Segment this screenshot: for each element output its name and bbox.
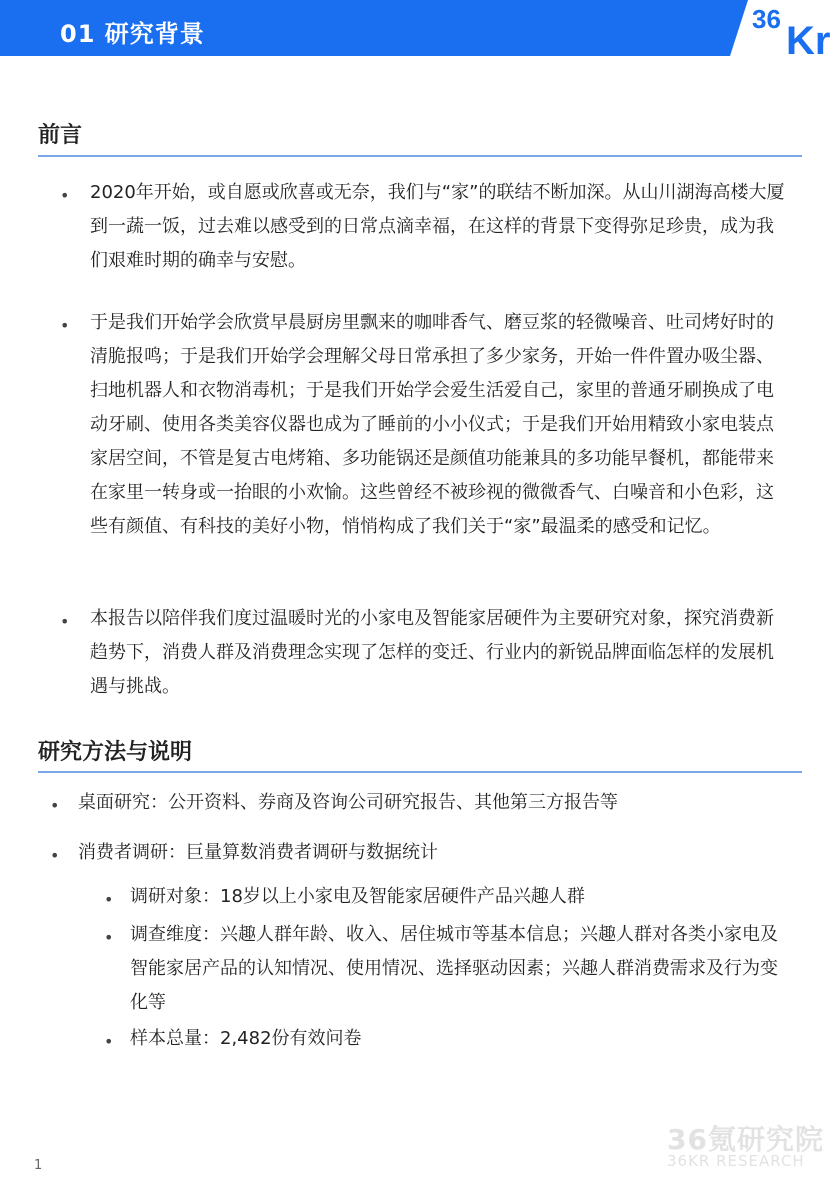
bullet-icon: • [50,796,60,815]
bullet-icon: • [104,1032,114,1051]
bullet-icon: • [104,928,114,947]
bullet-icon: • [50,846,60,865]
preface-paragraph-1: 2020年开始，或自愿或欣喜或无奈，我们与“家”的联结不断加深。从山川湖海高楼大厦到一蔬一饭，过去难以感受到的日常点滴幸福，在这样的背景下变得弥足珍贵，成为我们艰难时期的确幸与安慰。 [90,182,785,271]
watermark-36kr-research-en: 36KR RESEARCH [667,1152,805,1170]
sub-item-survey-target: 调研对象：18岁以上小家电及智能家居硬件产品兴趣人群 [130,886,585,907]
page-number: 1 [34,1158,43,1173]
preface-paragraph-3: 本报告以陪伴我们度过温暖时光的小家电及智能家居硬件为主要研究对象，探究消费新趋势下，消费人群及消费理念实现了怎样的变迁、行业内的新锐品牌面临怎样的发展机遇与挑战。 [90,608,774,697]
preface-divider [38,155,802,157]
svg-text:Kr: Kr [786,19,831,56]
bullet-icon: • [60,316,70,335]
method-item-consumer-survey: 消费者调研：巨量算数消费者调研与数据统计 [78,842,438,863]
36kr-logo [730,0,840,56]
watermark-36kr-research-cn: 36氪研究院 [667,1123,824,1156]
method-item-desk-research: 桌面研究：公开资料、券商及咨询公司研究报告、其他第三方报告等 [78,792,618,813]
bullet-icon: • [60,612,70,631]
page-title: 01 研究背景 [60,20,205,48]
preface-paragraph-2: 于是我们开始学会欣赏早晨厨房里飘来的咖啡香气、磨豆浆的轻微噪音、吐司烤好时的清脆报鸣；于是我们开始学会理解父母日常承担了多少家务，开始一件件置办吸尘器、扫地机器人和衣物消毒机；于是我们开始学会爱生活爱自己，家里的普通牙刷换成了电动牙刷、使用各类美容仪器也成为了睡前的小小仪式；于是我们开始用精致小家电装点家居空间，不管是复古电烤箱、多功能锅还是颜值功能兼具的多功能早餐机，都能带来在家里一转身或一抬眼的小欢愉。这些曾经不被珍视的微微香气、白噪音和小色彩，这些有颜值、有科技的美好小物，悄悄构成了我们关于“家”最温柔的感受和记忆。 [90,312,774,537]
methods-heading: 研究方法与说明 [38,740,193,765]
svg-text:36: 36 [752,4,781,34]
sub-item-survey-dimensions: 调查维度：兴趣人群年龄、收入、居住城市等基本信息；兴趣人群对各类小家电及智能家居产品的认知情况、使用情况、选择驱动因素；兴趣人群消费需求及行为变化等 [130,924,778,1013]
methods-divider [38,771,802,773]
bullet-icon: • [104,890,114,909]
bullet-icon: • [60,186,70,205]
sub-item-sample-size: 样本总量：2,482份有效问卷 [130,1028,362,1049]
preface-heading: 前言 [38,123,83,148]
